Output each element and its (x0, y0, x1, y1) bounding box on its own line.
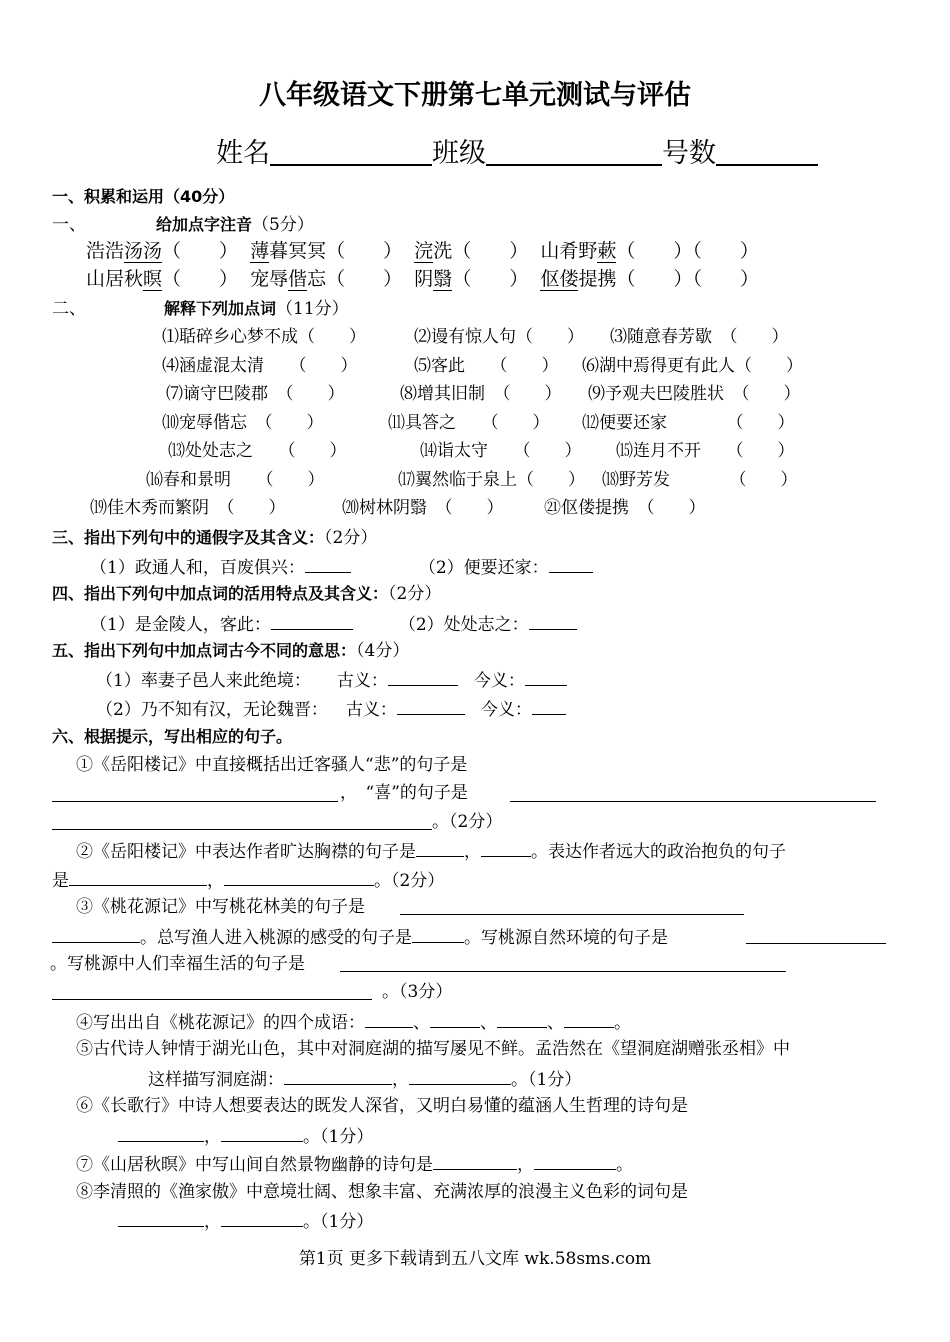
q1-heading: 一、 给加点字注音（5分） (52, 215, 314, 235)
q6-p8: ⑧李清照的《渔家傲》中意境壮阔、想象丰富、充满浓厚的浪漫主义色彩的词句是 (76, 1182, 688, 1202)
q1-row-1: 浩浩汤汤（ ） 薄暮冥冥（ ） 浣洗（ ） 山肴野蔌（ ）（ ） (86, 240, 759, 262)
q6-p3-cont: 。总写渔人进入桃源的感受的句子是 。写桃源自然环境的句子是 (52, 924, 668, 950)
q2-item: ⑵谩有惊人句（ ） (414, 327, 584, 347)
answer-blank[interactable] (525, 667, 567, 686)
q6-p3a: ③《桃花源记》中写桃花林美的句子是 (76, 897, 365, 917)
answer-blank[interactable] (388, 667, 458, 686)
answer-blank[interactable] (224, 867, 374, 886)
q3-heading: 三、指出下列句中的通假字及其含义：（2分） (52, 528, 378, 548)
q2-item: ⒃春和景明 （ ） (146, 470, 325, 490)
answer-blank[interactable] (284, 1066, 392, 1085)
answer-blank[interactable] (564, 1009, 614, 1028)
answer-blank[interactable] (532, 696, 566, 715)
answer-blank[interactable] (481, 838, 531, 857)
q6-p6-cont: ， 。（1分） (118, 1123, 373, 1149)
answer-blank[interactable] (430, 1009, 480, 1028)
q6-p5-cont: 这样描写洞庭湖： ， 。（1分） (148, 1066, 581, 1092)
q6-p6: ⑥《长歌行》中诗人想要表达的既发人深省，又明白易懂的蕴涵人生哲理的诗句是 (76, 1096, 688, 1116)
answer-blank[interactable] (52, 999, 372, 1000)
page-footer: 第1页 更多下载请到五八文库 wk.58sms.com (298, 1249, 652, 1269)
q6-p7: ⑦《山居秋暝》中写山间自然景物幽静的诗句是 ， 。 (76, 1151, 633, 1177)
q2-item: ⒂连月不开 （ ） (616, 441, 795, 461)
q2-item: ⒇树林阴翳 （ ） (342, 498, 504, 518)
answer-blank[interactable] (409, 1066, 511, 1085)
q2-item: ⑹湖中焉得更有此人（ ） (582, 356, 803, 376)
q2-item: ⑷涵虚混太清 （ ） (162, 356, 358, 376)
answer-blank[interactable] (746, 943, 886, 944)
name-label: 姓名 (216, 138, 270, 169)
q5-heading: 五、指出下列句中加点词古今不同的意思：（4分） (52, 641, 410, 661)
q6-p2-cont: 是 ， 。（2分） (52, 867, 444, 893)
answer-blank[interactable] (400, 914, 744, 915)
answer-blank[interactable] (118, 1123, 204, 1142)
answer-blank[interactable] (497, 1009, 547, 1028)
answer-blank[interactable] (271, 611, 353, 630)
q2-item: ㉑伛偻提携 （ ） (544, 498, 706, 518)
q6-p1b: ， “喜”的句子是 (340, 783, 468, 803)
class-label: 班级 (432, 138, 486, 169)
answer-blank[interactable] (340, 971, 786, 972)
answer-blank[interactable] (118, 1208, 204, 1227)
q6-p1c: 。（2分） (432, 812, 503, 832)
q6-heading: 六、根据提示，写出相应的句子。 (52, 727, 293, 746)
q2-item: ⑶随意春芳歇 （ ） (610, 327, 789, 347)
q6-p1a: ①《岳阳楼记》中直接概括出迁客骚人“悲”的句子是 (76, 755, 468, 775)
answer-blank[interactable] (365, 1009, 413, 1028)
answer-blank[interactable] (305, 554, 351, 573)
q2-item: ⒅野芳发 （ ） (602, 470, 798, 490)
answer-blank[interactable] (412, 924, 464, 943)
q3-line: （1）政通人和，百废俱兴： （2）便要还家： (90, 554, 593, 580)
q2-item: ⑽宠辱偕忘 （ ） (162, 413, 324, 433)
answer-blank[interactable] (69, 867, 207, 886)
student-info-row (216, 138, 818, 169)
answer-blank[interactable] (510, 801, 876, 802)
q6-p3e: 。（3分） (382, 982, 453, 1002)
q1-row-2: 山居秋暝（ ） 宠辱偕忘（ ） 阴翳（ ） 伛偻提携（ ）（ ） (86, 268, 759, 290)
q2-item: ⒆佳木秀而繁阴 （ ） (90, 498, 286, 518)
q5-line-2: （2）乃不知有汉，无论魏晋： 古义： 今义： (96, 696, 566, 722)
answer-blank[interactable] (221, 1208, 303, 1227)
q2-item: ⒀处处志之 （ ） (168, 441, 347, 461)
answer-blank[interactable] (52, 801, 338, 802)
name-blank[interactable] (270, 138, 432, 166)
q6-p3d: 。写桃源中人们幸福生活的句子是 (50, 954, 305, 974)
q2-item: ⒁诣太守 （ ） (420, 441, 582, 461)
number-label: 号数 (662, 138, 716, 169)
number-blank[interactable] (716, 138, 818, 166)
q2-item: ⑼予观夫巴陵胜状 （ ） (588, 384, 801, 404)
q6-p5a: ⑤古代诗人钟情于湖光山色，其中对洞庭湖的描写屡见不鲜。孟浩然在《望洞庭湖赠张丞相》中 (76, 1039, 790, 1059)
answer-blank[interactable] (52, 829, 432, 830)
answer-blank[interactable] (397, 696, 465, 715)
answer-blank[interactable] (52, 924, 140, 943)
q2-item: ⑴聒碎乡心梦不成（ ） (162, 327, 366, 347)
answer-blank[interactable] (433, 1151, 517, 1170)
answer-blank[interactable] (221, 1123, 303, 1142)
q2-item: ⑿便要还家 （ ） (582, 413, 795, 433)
q6-p4: ④写出出自《桃花源记》的四个成语： 、 、 、 。 (76, 1009, 631, 1035)
answer-blank[interactable] (416, 838, 464, 857)
q2-item: ⑺谪守巴陵郡 （ ） (166, 384, 345, 404)
q5-line-1: （1）率妻子邑人来此绝境： 古义： 今义： (96, 667, 567, 693)
answer-blank[interactable] (549, 554, 593, 573)
class-blank[interactable] (486, 138, 662, 166)
q2-heading: 二、 解释下列加点词（11分） (52, 299, 349, 319)
q2-item: ⑻增其旧制 （ ） (400, 384, 562, 404)
q4-line: （1）是金陵人，客此： （2）处处志之： (90, 611, 577, 637)
q2-item: ⑾具答之 （ ） (388, 413, 550, 433)
answer-blank[interactable] (534, 1151, 616, 1170)
q6-p2: ②《岳阳楼记》中表达作者旷达胸襟的句子是 ， 。表达作者远大的政治抱负的句子 (76, 838, 786, 864)
page-title: 八年级语文下册第七单元测试与评估 (259, 80, 691, 111)
q2-item: ⒄翼然临于泉上（ ） (398, 470, 585, 490)
q6-p8-cont: ， 。（1分） (118, 1208, 373, 1234)
q4-heading: 四、指出下列句中加点词的活用特点及其含义：（2分） (52, 584, 442, 604)
answer-blank[interactable] (529, 611, 577, 630)
q2-item: ⑸客此 （ ） (414, 356, 559, 376)
section-1-heading: 一、积累和运用（40分） (52, 187, 235, 206)
